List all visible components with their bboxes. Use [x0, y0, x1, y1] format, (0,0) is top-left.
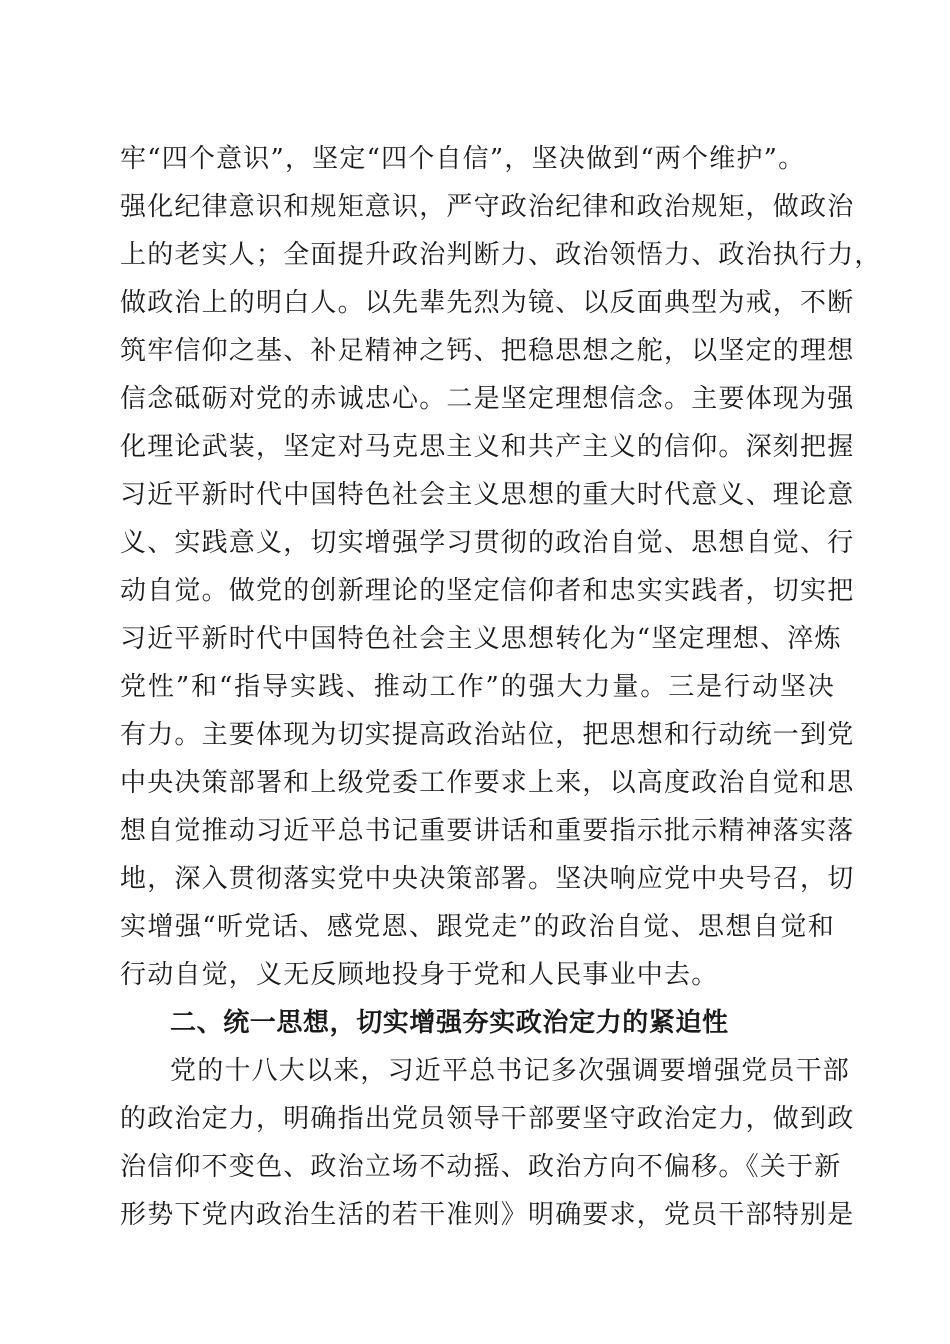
body-line-13: 有力。主要体现为切实提高政治站位，把思想和行动统一到党 — [120, 720, 855, 750]
body-line-11: 习近平新时代中国特色社会主义思想转化为“坚定理想、淬炼 — [120, 624, 842, 654]
body-line-8: 习近平新时代中国特色社会主义思想的重大时代意义、理论意 — [120, 480, 855, 510]
body-line-2: 强化纪律意识和规矩意识，严守政治纪律和政治规矩，做政治 — [120, 192, 855, 222]
section-line-4: 形势下党内政治生活的若干准则》明确要求，党员干部特别是 — [120, 1200, 855, 1230]
body-line-3: 上的老实人；全面提升政治判断力、政治领悟力、政治执行力， — [120, 240, 882, 270]
body-line-15: 想自觉推动习近平总书记重要讲话和重要指示批示精神落实落 — [120, 816, 855, 846]
body-line-16: 地，深入贯彻落实党中央决策部署。坚决响应党中央号召，切 — [120, 864, 855, 894]
body-line-1: 牢“四个意识”，坚定“四个自信”，坚决做到“两个维护”。 — [120, 144, 806, 174]
body-line-17: 实增强“听党话、感党恩、跟党走”的政治自觉、思想自觉和 — [120, 912, 835, 942]
body-line-6: 信念砥砺对党的赤诚忠心。二是坚定理想信念。主要体现为强 — [120, 384, 855, 414]
body-line-9: 义、实践意义，切实增强学习贯彻的政治自觉、思想自觉、行 — [120, 528, 855, 558]
body-line-10: 动自觉。做党的创新理论的坚定信仰者和忠实实践者，切实把 — [120, 576, 855, 606]
body-line-18: 行动自觉，义无反顾地投身于党和人民事业中去。 — [120, 960, 719, 990]
body-line-4: 做政治上的明白人。以先辈先烈为镜、以反面典型为戒，不断 — [120, 288, 855, 318]
body-line-12: 党性”和“指导实践、推动工作”的强大力量。三是行动坚决 — [120, 672, 835, 702]
body-line-14: 中央决策部署和上级党委工作要求上来，以高度政治自觉和思 — [120, 768, 855, 798]
section-line-1: 党的十八大以来，习近平总书记多次强调要增强党员干部 — [170, 1056, 851, 1086]
section-line-2: 的政治定力，明确指出党员领导干部要坚守政治定力，做到政 — [120, 1104, 855, 1134]
body-line-5: 筑牢信仰之基、补足精神之钙、把稳思想之舵，以坚定的理想 — [120, 336, 855, 366]
body-line-7: 化理论武装，坚定对马克思主义和共产主义的信仰。深刻把握 — [120, 432, 855, 462]
section-heading: 二、统一思想，切实增强夯实政治定力的紧迫性 — [170, 1008, 729, 1038]
section-line-3: 治信仰不变色、政治立场不动摇、政治方向不偏移。《关于新 — [120, 1152, 842, 1182]
